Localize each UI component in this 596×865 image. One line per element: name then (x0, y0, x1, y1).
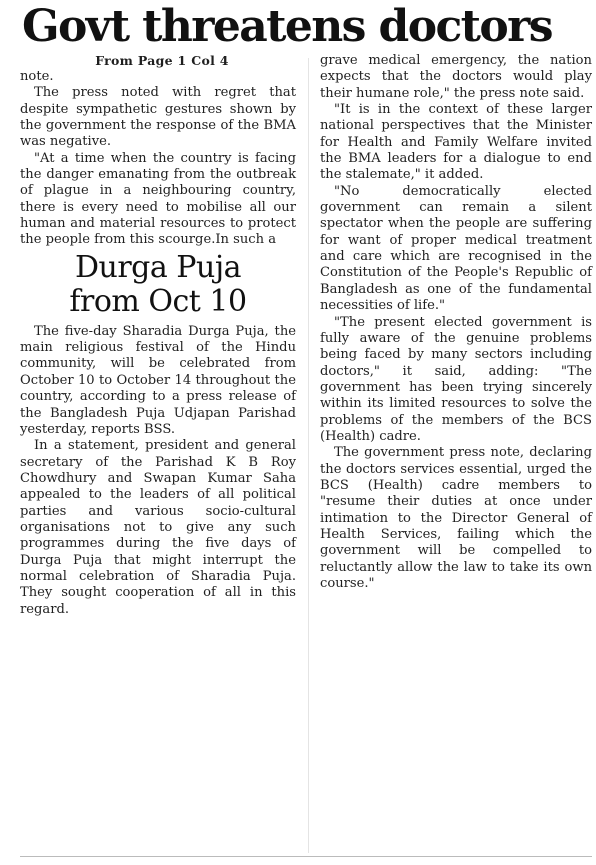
story1-continued-paragraphs (320, 53, 592, 592)
bottom-rule (20, 856, 592, 857)
headline: Govt threatens doctors (22, 1, 552, 52)
paragraph: The press noted with regret that despite sympathetic gestures shown by the government the response of the BMA was negative. (20, 85, 296, 150)
paragraph: "No democratically elected government can remain a silent spectator when the people are suffering for want of proper medical treatment and care which are recognised in the Constitution of the People's Republic of Bangladesh as one of the fundamental necessities of life." (320, 183, 592, 314)
column-divider (308, 58, 309, 853)
paragraph: In a statement, president and general secretary of the Parishad K B Roy Chowdhury and Swapan Kumar Saha appealed to the leaders of all political parties and various socio-cultural organisations not to give any such programmes during the five days of Durga Puja that might interrupt the normal celebration of Sharadia Puja. They sought cooperation of all in this regard. (20, 438, 296, 617)
subhead-line-1: Durga Puja (74, 249, 242, 285)
paragraph: "At a time when the country is facing the danger emanating from the outbreak of plague in a neighbouring country, there is every need to mobilise all our human and material resources to protect the people from this scourge.In such a (20, 150, 296, 248)
dateline: From Page 1 Col 4 (95, 53, 229, 68)
paragraph: "It is in the context of these larger national perspectives that the Minister for Health and Family Welfare invited the BMA leaders for a dialogue to end the stalemate," it added. (320, 102, 592, 183)
story1-paragraphs (20, 69, 296, 249)
subhead-line-2: from Oct 10 (69, 283, 247, 319)
paragraph: note. (20, 69, 54, 84)
paragraph: "The present elected government is fully aware of the genuine problems being faced by many sectors including doctors," it said, adding: "The government has been trying sincerely within its limited resources to solve the problems of the members of the BCS (Health) cadre. (320, 314, 592, 444)
subhead (20, 251, 296, 319)
right-column (320, 53, 592, 592)
paragraph: The five-day Sharadia Durga Puja, the main religious festival of the Hindu community, will be celebrated from October 10 to October 14 throughout the country, according to a press release of the Bangladesh Puja Udjapan Parishad yesterday, reports BSS. (20, 323, 296, 437)
paragraph: grave medical emergency, the nation expects that the doctors would play their humane role," the press note said. (320, 53, 592, 101)
story2-paragraphs (20, 324, 296, 618)
left-column (20, 53, 296, 618)
paragraph: The government press note, declaring the doctors services essential, urged the BCS (Health) cadre members to "resume their duties at once under intimation to the Director General of Health Services, failing which the government will be compelled to reluctantly allow the law to take its own course." (320, 445, 592, 591)
